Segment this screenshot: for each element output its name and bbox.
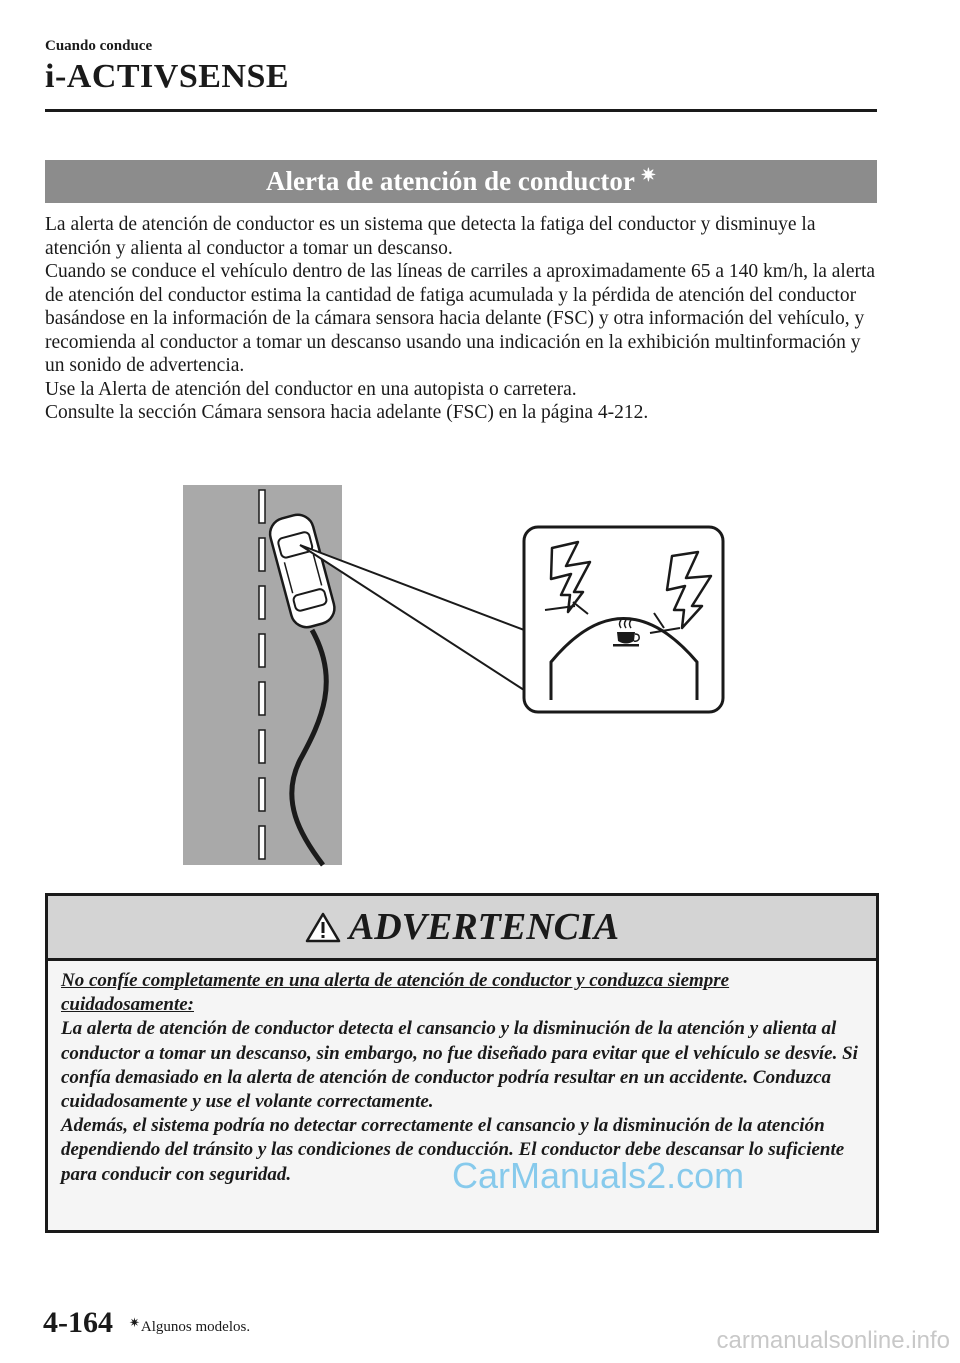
callout-pointer (300, 545, 524, 690)
footnote-marker: ✷ (129, 1315, 140, 1330)
alert-ray (545, 606, 575, 610)
header-section-label: Cuando conduce (45, 38, 153, 54)
warning-title: ADVERTENCIA (348, 906, 620, 948)
alert-ray (650, 628, 680, 633)
meter-arc (551, 619, 697, 701)
section-title: Alerta de atención de conductor (265, 166, 635, 196)
paragraph: Consulte la sección Cámara sensora hacia adelante (FSC) en la página 4-212. (45, 402, 649, 423)
some-models-marker: ✷ (640, 165, 657, 185)
paragraph: Cuando se conduce el vehículo dentro de las líneas de carriles a aproximadamente 65 a 140 km/h, la alerta de atención del conductor estima la cantidad de fatiga acumulada y la pérdida de atención del conductor basándose en la información de la cámara sensora hacia delante (FSC) y otra información del vehículo, y recomienda al conductor a tomar un descanso usando una indicación en la exhibición multinformación y un sonido de advertencia. (45, 261, 876, 376)
alert-ray (573, 602, 588, 614)
body-text (45, 213, 880, 425)
swerving-path (292, 630, 327, 865)
paragraph: La alerta de atención de conductor es un sistema que detecta la fatiga del conductor y disminuye la atención y alienta al conductor a tomar un descanso. (45, 214, 816, 259)
lightning-bolt-icon (667, 552, 711, 628)
warning-paragraph: Además, el sistema podría no detectar correctamente el cansancio y la disminución de la atención dependiendo del tránsito y las condiciones de conducción. El conductor debe descansar lo suficiente para conducir con seguridad. (61, 1115, 845, 1185)
section-title-bar (45, 160, 877, 203)
chapter-title: i-ACTIVSENSE (45, 58, 290, 95)
coffee-cup-icon (613, 620, 639, 647)
car-icon (267, 511, 338, 631)
footnote-text: Algunos modelos. (140, 1319, 251, 1335)
header-rule (45, 109, 877, 112)
warning-body (48, 961, 876, 1187)
overlay-watermark: CarManuals2.com (452, 1155, 745, 1196)
footnote (129, 1315, 251, 1336)
warning-header (48, 896, 876, 961)
paragraph: Use la Alerta de atención del conductor en una autopista o carretera. (45, 378, 577, 400)
meter-display-callout (524, 527, 723, 712)
lightning-bolt-icon (551, 542, 590, 612)
page-number: 4-164 (43, 1306, 113, 1339)
warning-paragraph: La alerta de atención de conductor detecta el cansancio y la disminución de la atención y alienta al conductor a tomar un descanso, sin embargo, no fue diseñado para evitar que el vehículo se desvíe. Si confía demasiado en la alerta de atención de conductor podría resultar en un accidente. Conduzca cuidadosamente y use el volante correctamente. (61, 1018, 858, 1113)
alert-ray (654, 613, 664, 628)
lane-markers (259, 490, 265, 859)
warning-triangle-icon (305, 911, 341, 943)
road-icon (183, 485, 342, 865)
site-watermark: carmanualsonline.info (716, 1327, 950, 1354)
warning-lead: No confíe completamente en una alerta de atención de conductor y conduzca siempre cuidadosamente: (61, 970, 730, 1016)
